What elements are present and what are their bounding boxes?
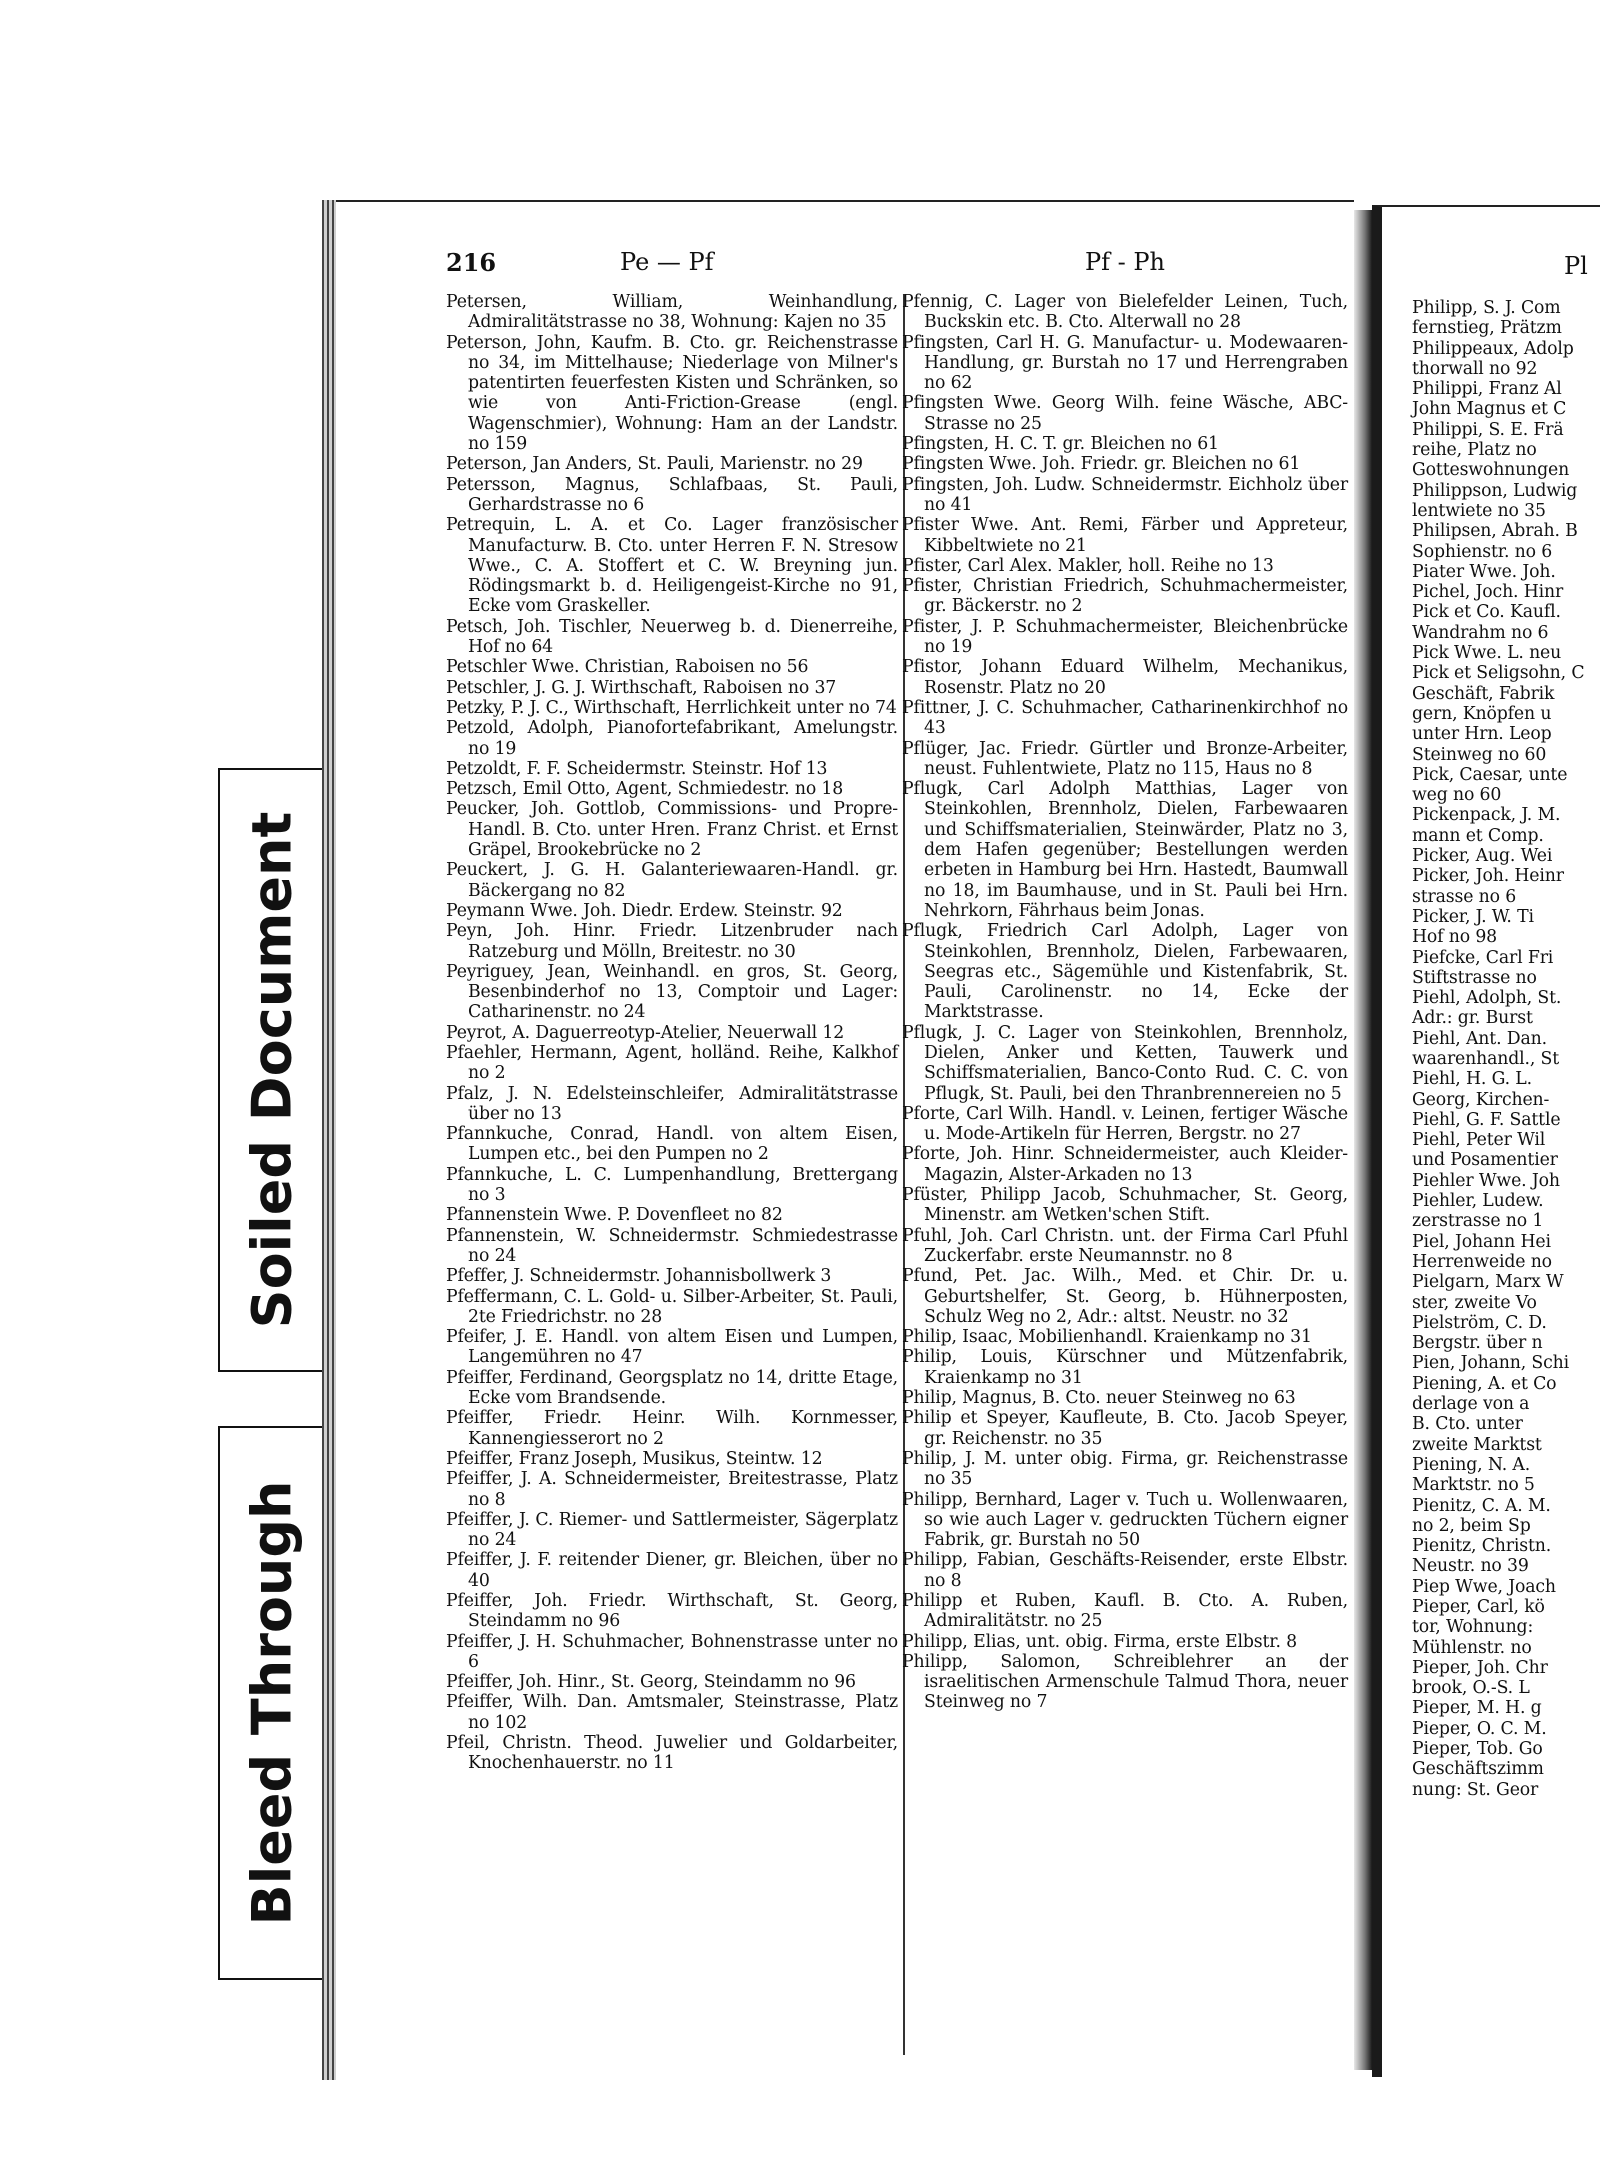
- directory-entry: Pfingsten, Carl H. G. Manufactur- u. Modewaaren-Handlung, gr. Burstah no 17 und Herrengraben no 62: [902, 332, 1348, 394]
- directory-entry: Pfeiffer, Joh. Hinr., St. Georg, Steindamm no 96: [446, 1672, 856, 1693]
- directory-entry: Pforte, Carl Wilh. Handl. v. Leinen, fertiger Wäsche u. Mode-Artikeln für Herren, Bergstr. no 27: [902, 1103, 1348, 1145]
- directory-entry: unter Hrn. Leop: [1412, 724, 1552, 745]
- directory-entry: Piening, N. A.: [1412, 1454, 1531, 1475]
- directory-entry: Philippi, S. E. Frä: [1412, 419, 1564, 440]
- directory-entry: Pieper, Joh. Chr: [1412, 1657, 1548, 1678]
- directory-entry: fernstieg, Prätzm: [1412, 318, 1562, 339]
- directory-entry: Pfeiffer, Ferdinand, Georgsplatz no 14, dritte Etage, Ecke vom Brandsende.: [446, 1367, 898, 1409]
- directory-entry: Pfannenstein Wwe. P. Dovenfleet no 82: [446, 1205, 783, 1226]
- directory-entry: Pfeiffer, Wilh. Dan. Amtsmaler, Steinstrasse, Platz no 102: [446, 1692, 898, 1733]
- directory-entry: Stiftstrasse no: [1412, 967, 1537, 988]
- directory-entry: Pforte, Joh. Hinr. Schneidermeister, auch Kleider-Magazin, Alster-Arkaden no 13: [902, 1144, 1348, 1185]
- directory-entry: Pflugk, Carl Adolph Matthias, Lager von Steinkohlen, Brennholz, Dielen, Farbewaaren und Schiffsmaterialien, Steinwärder, Platz no 3, dem Hafen gegenüber; Bestellungen werden erbeten in Hamburg bei Hrn. Hastedt, Baumwall no 18, im Baumhause, und in St. Pauli bei Hrn. Nehrkorn, Fährhaus beim Jonas.: [902, 779, 1348, 921]
- directory-entry: Pfingsten, Joh. Ludw. Schneidermstr. Eichholz über no 41: [902, 474, 1348, 515]
- directory-entry: Pfeiffer, J. H. Schuhmacher, Bohnenstrasse unter no 6: [446, 1631, 898, 1672]
- directory-entry: Pick et Co. Kaufl.: [1412, 602, 1561, 623]
- directory-entry: Philip, J. M. unter obig. Firma, gr. Reichenstrasse no 35: [902, 1448, 1348, 1490]
- directory-entry: Wandrahm no 6: [1412, 622, 1549, 643]
- directory-entry: Geschäft, Fabrik: [1412, 683, 1555, 704]
- directory-entry: Pfeffer, J. Schneidermstr. Johannisbollwerk 3: [446, 1266, 832, 1287]
- directory-entry: Philippson, Ludwig: [1412, 480, 1578, 501]
- directory-entry: Petschler Wwe. Christian, Raboisen no 56: [446, 657, 809, 678]
- directory-entry: derlage von a: [1412, 1394, 1530, 1415]
- directory-entry: mann et Comp.: [1412, 825, 1544, 846]
- book-gutter: [1354, 210, 1372, 2070]
- soiled-document-label: Soiled Document: [240, 811, 304, 1329]
- directory-entry: Pieper, Tob. Go: [1412, 1739, 1543, 1760]
- directory-entry: Pfuhl, Joh. Carl Christn. unt. der Firma Carl Pfuhl Zuckerfabr. erste Neumannstr. no 8: [902, 1225, 1348, 1266]
- directory-entry: Sophienstr. no 6: [1412, 541, 1553, 562]
- directory-entry: Pickenpack, J. M.: [1412, 805, 1561, 826]
- directory-entry: nung: St. Geor: [1412, 1779, 1539, 1800]
- directory-entry: weg no 60: [1412, 785, 1502, 806]
- directory-entry: Pfannkuche, L. C. Lumpenhandlung, Brettergang no 3: [446, 1164, 898, 1206]
- directory-entry: brook, O.-S. L: [1412, 1678, 1530, 1699]
- directory-entry: Pflugk, J. C. Lager von Steinkohlen, Brennholz, Dielen, Anker und Ketten, Tauwerk und Schiffsmaterialien, Banco-Conto Rud. C. C. von Pflugk, St. Pauli, bei den Thranbrennereien no 5: [902, 1022, 1348, 1104]
- bleed-through-stamp: [218, 1426, 326, 1980]
- directory-entry: Piep Wwe, Joach: [1412, 1576, 1556, 1597]
- directory-entry: Adr.: gr. Burst: [1412, 1008, 1533, 1029]
- directory-entry: Piater Wwe. Joh.: [1412, 561, 1556, 582]
- directory-entry: Pfannkuche, Conrad, Handl. von altem Eisen, Lumpen etc., bei den Pumpen no 2: [446, 1124, 898, 1165]
- directory-entry: Philip et Speyer, Kaufleute, B. Cto. Jacob Speyer, gr. Reichenstr. no 35: [902, 1408, 1348, 1449]
- directory-entry: Picker, Joh. Heinr: [1412, 866, 1564, 887]
- directory-entry: Pfennig, C. Lager von Bielefelder Leinen, Tuch, Buckskin etc. B. Cto. Alterwall no 28: [902, 292, 1348, 333]
- directory-entry: Pienitz, C. A. M.: [1412, 1495, 1551, 1516]
- directory-entry: Petschler, J. G. J. Wirthschaft, Raboisen no 37: [446, 677, 837, 698]
- running-head-far-right: Pl: [1564, 252, 1588, 280]
- directory-column-right: [902, 292, 1348, 1713]
- directory-entry: Pflugk, Friedrich Carl Adolph, Lager von Steinkohlen, Brennholz, Dielen, Farbewaaren, Seegras etc., Sägemühle und Kistenfabrik, St. Pauli, Carolinenstr. no 14, Ecke der Marktstrasse.: [902, 921, 1348, 1023]
- directory-entry: Pfingsten Wwe. Georg Wilh. feine Wäsche, ABC-Strasse no 25: [902, 393, 1348, 434]
- directory-entry: Philippi, Franz Al: [1412, 379, 1562, 400]
- directory-entry: Philipp, Elias, unt. obig. Firma, erste Elbstr. 8: [902, 1631, 1297, 1652]
- directory-entry: Piel, Johann Hei: [1412, 1231, 1551, 1252]
- directory-entry: strasse no 6: [1412, 886, 1517, 907]
- directory-entry: Pieper, Carl, kö: [1412, 1597, 1545, 1617]
- directory-entry: Piehl, Ant. Dan.: [1412, 1028, 1547, 1049]
- directory-entry: Pfeil, Christn. Theod. Juwelier und Goldarbeiter, Knochenhauerstr. no 11: [446, 1733, 898, 1774]
- directory-entry: Pfeifer, J. E. Handl. von altem Eisen und Lumpen, Langemühren no 47: [446, 1327, 898, 1368]
- directory-entry: Pichel, Joch. Hinr: [1412, 582, 1564, 603]
- directory-entry: Pfeiffer, J. F. reitender Diener, gr. Bleichen, über no 40: [446, 1550, 898, 1591]
- directory-entry: ster, zweite Vo: [1412, 1292, 1537, 1313]
- directory-entry: Pick et Seligsohn, C: [1412, 663, 1585, 684]
- soiled-document-stamp: [218, 768, 326, 1372]
- directory-entry: gern, Knöpfen u: [1412, 703, 1552, 724]
- directory-entry: Philipp, Bernhard, Lager v. Tuch u. Wollenwaaren, so wie auch Lager v. gedruckten Tüchern eigner Fabrik, gr. Burstah no 50: [902, 1489, 1348, 1551]
- directory-entry: Pick Wwe. L. neu: [1412, 643, 1562, 664]
- directory-entry: Gotteswohnungen: [1412, 460, 1570, 481]
- directory-entry: Pien, Johann, Schi: [1412, 1353, 1569, 1374]
- directory-entry: Piehl, Peter Wil: [1412, 1130, 1546, 1151]
- directory-entry: Peterson, John, Kaufm. B. Cto. gr. Reichenstrasse no 34, im Mittelhause; Niederlage von Milner's patentirten feuerfesten Kisten und Schränken, so wie von Anti-Friction-Grease (engl. Wagenschmier), Wohnung: Ham an der Landstr. no 159: [446, 332, 898, 455]
- directory-entry: zerstrasse no 1: [1412, 1211, 1544, 1232]
- directory-entry: Pienitz, Christn.: [1412, 1536, 1552, 1557]
- directory-entry: Petzky, P. J. C., Wirthschaft, Herrlichkeit unter no 74: [446, 697, 897, 718]
- directory-entry: Pfeiffer, Friedr. Heinr. Wilh. Kornmesser, Kannengiesserort no 2: [446, 1408, 898, 1449]
- directory-entry: Marktstr. no 5: [1412, 1475, 1535, 1496]
- directory-entry: waarenhandl., St: [1412, 1048, 1560, 1069]
- directory-entry: Pfeffermann, C. L. Gold- u. Silber-Arbeiter, St. Pauli, 2te Friedrichstr. no 28: [446, 1286, 898, 1327]
- bleed-through-label: Bleed Through: [240, 1480, 304, 1926]
- directory-entry: Pfannenstein, W. Schneidermstr. Schmiedestrasse no 24: [446, 1225, 898, 1266]
- directory-entry: Pielgarn, Marx W: [1412, 1272, 1564, 1293]
- directory-entry: Pielström, C. D.: [1412, 1312, 1547, 1333]
- directory-entry: Peuckert, J. G. H. Galanteriewaaren-Handl. gr. Bäckergang no 82: [446, 860, 898, 901]
- directory-entry: Picker, Aug. Wei: [1412, 846, 1553, 867]
- directory-entry: Pfalz, J. N. Edelsteinschleifer, Admiralitätstrasse über no 13: [446, 1083, 898, 1124]
- page-edge: [322, 200, 336, 2080]
- directory-entry: Pieper, O. C. M.: [1412, 1718, 1547, 1739]
- directory-entry: Piening, A. et Co: [1412, 1373, 1557, 1394]
- directory-entry: Pieper, M. H. g: [1412, 1698, 1542, 1719]
- directory-column-left: [446, 292, 898, 1774]
- directory-entry: tor, Wohnung:: [1412, 1617, 1534, 1638]
- directory-column-next-page: [1412, 298, 1600, 1800]
- directory-entry: Pfister, J. P. Schuhmachermeister, Bleichenbrücke no 19: [902, 616, 1348, 658]
- directory-entry: reihe, Platz no: [1412, 440, 1537, 461]
- directory-entry: Peucker, Joh. Gottlob, Commissions- und Propre-Handl. B. Cto. unter Hren. Franz Christ. et Ernst Gräpel, Brookebrücke no 2: [446, 799, 898, 861]
- directory-entry: Geschäftszimm: [1412, 1759, 1544, 1780]
- directory-entry: Peyriguey, Jean, Weinhandl. en gros, St. Georg, Besenbinderhof no 13, Comptoir und Lager: Catharinenstr. no 24: [446, 961, 898, 1023]
- directory-entry: no 2, beim Sp: [1412, 1515, 1531, 1536]
- directory-entry: Petersen, William, Weinhandlung, Admiralitätstrasse no 38, Wohnung: Kajen no 35: [446, 292, 898, 333]
- directory-entry: Georg, Kirchen-: [1412, 1089, 1550, 1110]
- directory-entry: Pflüger, Jac. Friedr. Gürtler und Bronze-Arbeiter, neust. Fuhlentwiete, Platz no 115, Haus no 8: [902, 738, 1348, 779]
- directory-entry: Neustr. no 39: [1412, 1556, 1529, 1577]
- directory-entry: Picker, J. W. Ti: [1412, 906, 1534, 927]
- directory-entry: thorwall no 92: [1412, 358, 1538, 379]
- directory-entry: Petzsch, Emil Otto, Agent, Schmiedestr. no 18: [446, 779, 844, 800]
- directory-entry: Pfeiffer, J. C. Riemer- und Sattlermeister, Sägerplatz no 24: [446, 1509, 898, 1551]
- directory-entry: Piehl, H. G. L.: [1412, 1069, 1532, 1090]
- directory-entry: und Posamentier: [1412, 1150, 1558, 1171]
- directory-entry: B. Cto. unter: [1412, 1414, 1523, 1435]
- directory-entry: Pfister, Christian Friedrich, Schuhmachermeister, gr. Bäckerstr. no 2: [902, 576, 1348, 617]
- running-head-left: Pe — Pf: [620, 248, 714, 276]
- directory-entry: Philipp et Ruben, Kaufl. B. Cto. A. Ruben, Admiralitätstr. no 25: [902, 1591, 1348, 1632]
- directory-entry: Pfister Wwe. Ant. Remi, Färber und Appreteur, Kibbeltwiete no 21: [902, 515, 1348, 556]
- directory-entry: Herrenweide no: [1412, 1251, 1552, 1272]
- directory-entry: Mühlenstr. no: [1412, 1637, 1532, 1658]
- directory-entry: Pfund, Pet. Jac. Wilh., Med. et Chir. Dr. u. Geburtshelfer, St. Georg, b. Hühnerposten, Schulz Weg no 2, Adr.: altst. Neustr. no 32: [902, 1266, 1348, 1327]
- directory-entry: Pfüster, Philipp Jacob, Schuhmacher, St. Georg, Minenstr. am Wetken'schen Stift.: [902, 1185, 1348, 1226]
- directory-entry: Petzoldt, F. F. Scheidermstr. Steinstr. Hof 13: [446, 758, 828, 779]
- directory-entry: Peymann Wwe. Joh. Diedr. Erdew. Steinstr. 92: [446, 900, 843, 921]
- running-head-right: Pf - Ph: [1085, 248, 1166, 276]
- directory-entry: lentwiete no 35: [1412, 500, 1546, 521]
- directory-entry: Philipsen, Abrah. B: [1412, 521, 1578, 542]
- directory-entry: Philip, Louis, Kürschner und Mützenfabrik, Kraienkamp no 31: [902, 1347, 1348, 1388]
- directory-entry: Piehl, Adolph, St.: [1412, 988, 1562, 1009]
- directory-entry: Pfistor, Johann Eduard Wilhelm, Mechanikus, Rosenstr. Platz no 20: [902, 657, 1348, 698]
- directory-entry: Piehl, G. F. Sattle: [1412, 1109, 1561, 1130]
- directory-entry: Philipp, S. J. Com: [1412, 298, 1561, 318]
- directory-entry: Piefcke, Carl Fri: [1412, 947, 1554, 968]
- directory-entry: Pfaehler, Hermann, Agent, holländ. Reihe, Kalkhof no 2: [446, 1042, 898, 1084]
- directory-entry: Piehler, Ludew.: [1412, 1191, 1544, 1212]
- directory-entry: Piehler Wwe. Joh: [1412, 1170, 1560, 1191]
- page-number: 216: [446, 248, 497, 277]
- directory-entry: Philipp, Fabian, Geschäfts-Reisender, erste Elbstr. no 8: [902, 1550, 1348, 1591]
- directory-entry: Pfittner, J. C. Schuhmacher, Catharinenkirchhof no 43: [902, 697, 1348, 739]
- directory-entry: Philipp, Salomon, Schreiblehrer an der israelitischen Armenschule Talmud Thora, neuer Steinweg no 7: [902, 1651, 1348, 1713]
- directory-entry: Philip, Isaac, Mobilienhandl. Kraienkamp no 31: [902, 1327, 1312, 1348]
- directory-entry: John Magnus et C: [1412, 399, 1567, 420]
- directory-entry: Bergstr. über n: [1412, 1333, 1543, 1354]
- directory-entry: Peyn, Joh. Hinr. Friedr. Litzenbruder nach Ratzeburg und Mölln, Breitestr. no 30: [446, 921, 898, 962]
- directory-entry: Philip, Magnus, B. Cto. neuer Steinweg no 63: [902, 1388, 1296, 1409]
- directory-entry: Petsch, Joh. Tischler, Neuerweg b. d. Dienerreihe, Hof no 64: [446, 616, 898, 658]
- directory-entry: Pfeiffer, Joh. Friedr. Wirthschaft, St. Georg, Steindamm no 96: [446, 1591, 898, 1632]
- directory-entry: Pfeiffer, J. A. Schneidermeister, Breitestrasse, Platz no 8: [446, 1469, 898, 1510]
- directory-entry: Pfingsten Wwe. Joh. Friedr. gr. Bleichen no 61: [902, 454, 1301, 475]
- directory-entry: Petzold, Adolph, Pianofortefabrikant, Amelungstr. no 19: [446, 718, 898, 759]
- directory-entry: Steinweg no 60: [1412, 744, 1547, 765]
- directory-entry: Peyrot, A. Daguerreotyp-Atelier, Neuerwall 12: [446, 1022, 845, 1043]
- directory-entry: zweite Marktst: [1412, 1434, 1542, 1455]
- directory-entry: Petrequin, L. A. et Co. Lager französischer Manufacturw. B. Cto. unter Herren F. N. Stresow Wwe., C. A. Stoffert et C. W. Breyning jun. Rödingsmarkt b. d. Heiligengeist-Kirche no 91, Ecke vom Graskeller.: [446, 515, 898, 617]
- directory-entry: Pfister, Carl Alex. Makler, holl. Reihe no 13: [902, 555, 1274, 576]
- directory-entry: Pick, Caesar, unte: [1412, 764, 1568, 785]
- directory-entry: Philippeaux, Adolp: [1412, 338, 1574, 359]
- directory-entry: Pfingsten, H. C. T. gr. Bleichen no 61: [902, 434, 1219, 455]
- directory-entry: Pfeiffer, Franz Joseph, Musikus, Steintw. 12: [446, 1448, 823, 1469]
- directory-entry: Peterson, Jan Anders, St. Pauli, Marienstr. no 29: [446, 454, 863, 475]
- directory-entry: Petersson, Magnus, Schlafbaas, St. Pauli, Gerhardstrasse no 6: [446, 474, 898, 515]
- directory-entry: Hof no 98: [1412, 927, 1498, 948]
